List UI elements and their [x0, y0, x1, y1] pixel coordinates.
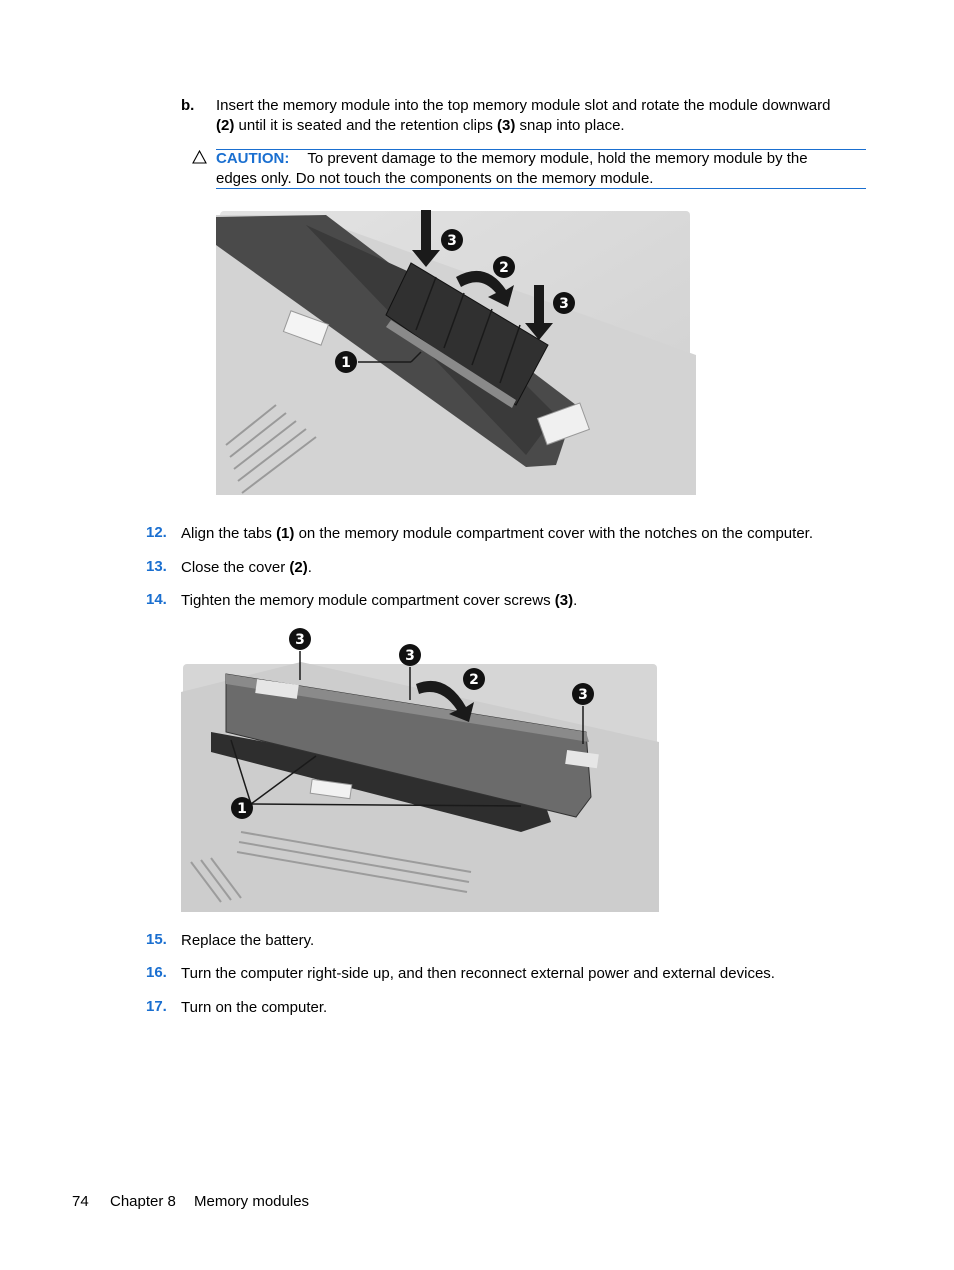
footer-title: Memory modules	[194, 1193, 310, 1210]
figure1-callout: 3	[559, 296, 569, 312]
step-text-post: on the memory module compartment cover with the notches on the computer.	[294, 525, 813, 542]
callout-ref-3: (3)	[497, 117, 516, 134]
figure2-callout: 3	[578, 687, 588, 703]
substep-line2-mid: until it is seated and the retention clips	[234, 117, 497, 134]
step-text	[181, 558, 312, 578]
step-number: 14.	[146, 591, 167, 608]
substep-marker: b.	[181, 97, 195, 114]
step-text-pre: Close the cover	[181, 559, 290, 576]
step-text-bold: (3)	[554, 592, 574, 609]
footer-chapter: Chapter 8	[110, 1193, 176, 1210]
caution-text	[216, 149, 876, 189]
figure-memory-insertion	[216, 205, 700, 500]
page-number: 74	[72, 1193, 89, 1210]
caution-triangle-icon	[192, 150, 207, 169]
figure1-callout: 1	[341, 355, 351, 371]
substep-line1: Insert the memory module into the top memory module slot and rotate the module downward	[216, 97, 831, 114]
figure1-callout: 3	[447, 233, 457, 249]
figure2-callout: 2	[469, 672, 479, 688]
substep-text	[216, 96, 876, 136]
step-text	[181, 524, 813, 544]
step-text: Replace the battery.	[181, 932, 315, 949]
step-text-bold: (1)	[276, 525, 295, 542]
caution-line1: To prevent damage to the memory module, hold the memory module by the	[307, 150, 808, 167]
step-number: 15.	[146, 931, 167, 948]
step-text-pre: Tighten the memory module compartment cover screws	[181, 592, 555, 609]
step-text	[181, 591, 577, 611]
step-text: Turn the computer right-side up, and then reconnect external power and external devices.	[181, 965, 775, 982]
substep-line2-end: snap into place.	[515, 117, 625, 134]
step-text: Turn on the computer.	[181, 999, 328, 1016]
step-text-pre: Align the tabs	[181, 525, 277, 542]
figure1-callout: 2	[499, 260, 509, 276]
step-number: 13.	[146, 558, 167, 575]
figure2-callout: 3	[295, 632, 305, 648]
callout-ref-2: (2)	[216, 117, 235, 134]
step-number: 17.	[146, 998, 167, 1015]
figure-cover-close	[181, 622, 659, 912]
step-number: 12.	[146, 524, 167, 541]
step-text-post: .	[307, 559, 312, 576]
caution-line2: edges only. Do not touch the components on the memory module.	[216, 170, 654, 187]
step-text-bold: (2)	[289, 559, 308, 576]
caution-label: CAUTION:	[216, 150, 290, 167]
step-number: 16.	[146, 964, 167, 981]
figure2-callout: 3	[405, 648, 415, 664]
figure2-callout: 1	[237, 801, 247, 817]
step-text-post: .	[573, 592, 578, 609]
